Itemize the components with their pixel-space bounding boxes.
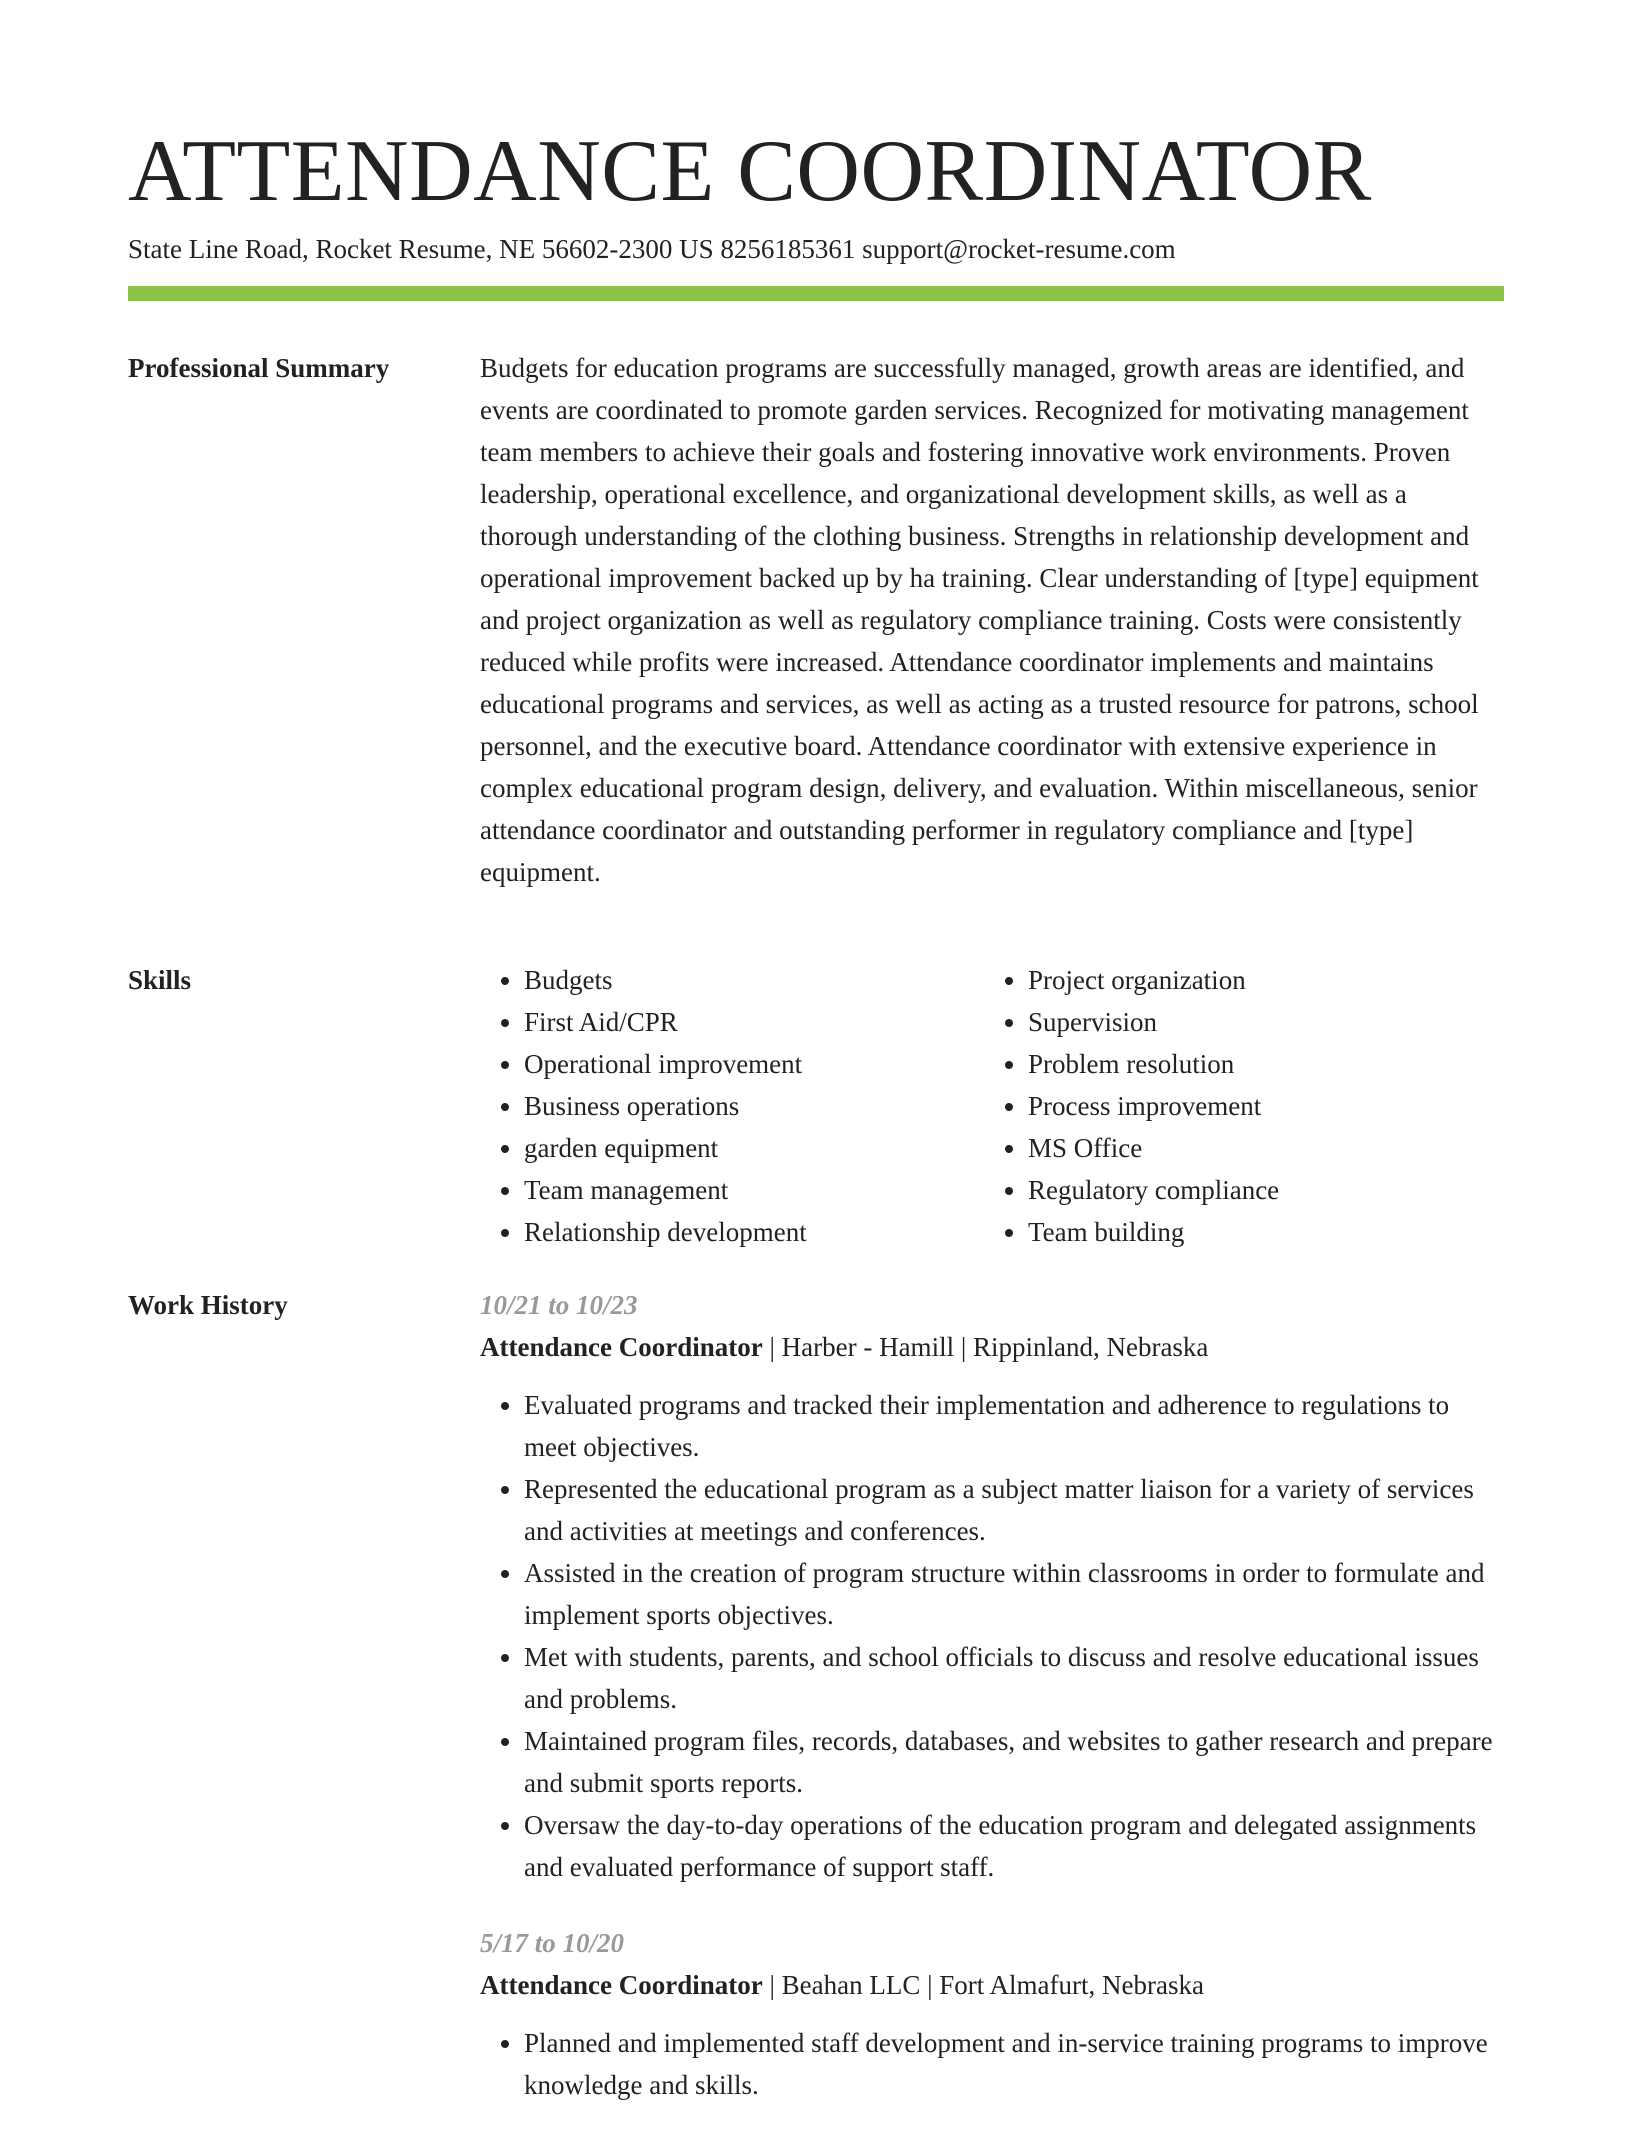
job-title: Attendance Coordinator xyxy=(480,1332,763,1362)
summary-body xyxy=(480,347,1504,893)
job-bullet: • Oversaw the day-to-day operations of the education program and delegated assignments and evaluated performance of support staff. xyxy=(524,1804,1504,1888)
header-divider xyxy=(128,286,1504,301)
job-header xyxy=(480,1326,1504,1368)
job-details: | Beahan LLC | Fort Almafurt, Nebraska xyxy=(762,1970,1204,2000)
job-entry xyxy=(480,1922,1504,2106)
job-bullet: • Assisted in the creation of program structure within classrooms in order to formulate and implement sports objectives. xyxy=(524,1552,1504,1636)
skill-item: • Problem resolution xyxy=(1028,1043,1488,1085)
job-bullet: • Planned and implemented staff development and in-service training programs to improve knowledge and skills. xyxy=(524,2022,1504,2106)
job-title: Attendance Coordinator xyxy=(480,1970,763,2000)
candidate-name: ATTENDANCE COORDINATOR xyxy=(128,123,1372,220)
skills-list-left xyxy=(480,959,984,1253)
job-bullets xyxy=(480,2022,1504,2106)
skill-item: • Team building xyxy=(1028,1211,1488,1253)
job-dates: 10/21 to 10/23 xyxy=(480,1290,638,1320)
skill-item: • First Aid/CPR xyxy=(524,1001,984,1043)
skills-body xyxy=(480,959,1504,1253)
skill-item: • Business operations xyxy=(524,1085,984,1127)
job-header xyxy=(480,1964,1504,2006)
skill-item: • Operational improvement xyxy=(524,1043,984,1085)
skills-columns xyxy=(480,959,1504,1253)
job-dates: 5/17 to 10/20 xyxy=(480,1928,625,1958)
job-bullet: • Maintained program files, records, databases, and websites to gather research and prepare and submit sports reports. xyxy=(524,1720,1504,1804)
skills-heading: Skills xyxy=(128,965,192,995)
work-history-body xyxy=(480,1284,1504,2140)
summary-text: Budgets for education programs are successfully managed, growth areas are identified, and events are coordinated to promote garden services. Recognized for motivating management team members to achieve their goals and fostering innovative work environments. Proven leadership, operational excellence, and organizational development skills, as well as a thorough understanding of the clothing business. Strengths in relationship development and operational improvement backed up by ha training. Clear understanding of [type] equipment and project organization as well as regulatory compliance training. Costs were consistently reduced while profits were increased. Attendance coordinator implements and maintains educational programs and services, as well as acting as a trusted resource for patrons, school personnel, and the executive board. Attendance coordinator with extensive experience in complex educational program design, delivery, and evaluation. Within miscellaneous, senior attendance coordinator and outstanding performer in regulatory compliance and [type] equipment. xyxy=(480,353,1479,887)
summary-heading: Professional Summary xyxy=(128,353,390,383)
job-bullet: • Met with students, parents, and school officials to discuss and resolve educational issues and problems. xyxy=(524,1636,1504,1720)
contact-info: State Line Road, Rocket Resume, NE 56602-2300 US 8256185361 support@rocket-resume.com xyxy=(128,234,1176,264)
job-bullet: • Evaluated programs and tracked their implementation and adherence to regulations to meet objectives. xyxy=(524,1384,1504,1468)
skill-item: • MS Office xyxy=(1028,1127,1488,1169)
skill-item: • Relationship development xyxy=(524,1211,984,1253)
job-bullets xyxy=(480,1384,1504,1888)
skill-item: • Supervision xyxy=(1028,1001,1488,1043)
skill-item: • Process improvement xyxy=(1028,1085,1488,1127)
skill-item: • Project organization xyxy=(1028,959,1488,1001)
job-details: | Harber - Hamill | Rippinland, Nebraska xyxy=(762,1332,1209,1362)
skill-item: • garden equipment xyxy=(524,1127,984,1169)
skill-item: • Regulatory compliance xyxy=(1028,1169,1488,1211)
job-entry xyxy=(480,1284,1504,1888)
job-bullet: • Represented the educational program as a subject matter liaison for a variety of services and activities at meetings and conferences. xyxy=(524,1468,1504,1552)
skill-item: • Budgets xyxy=(524,959,984,1001)
skills-list-right xyxy=(984,959,1488,1253)
skill-item: • Team management xyxy=(524,1169,984,1211)
work-history-heading: Work History xyxy=(128,1290,288,1320)
